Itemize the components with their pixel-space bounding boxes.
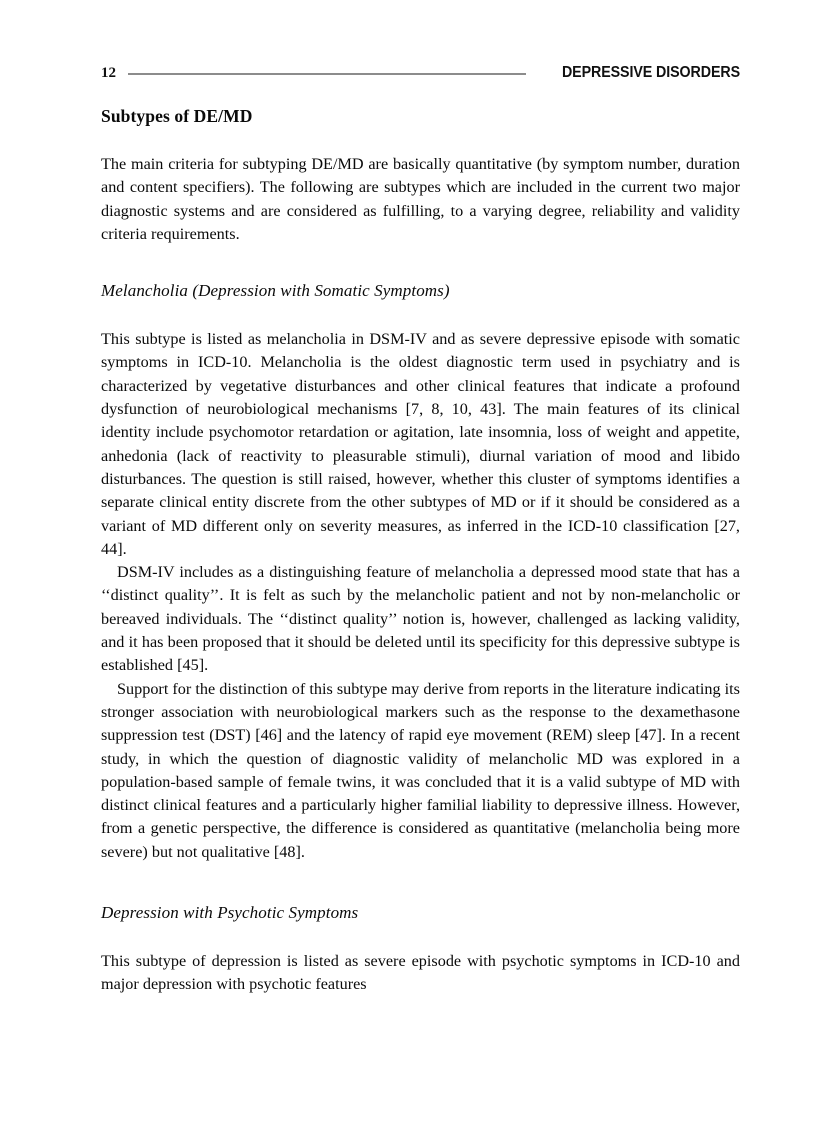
spacer <box>101 246 740 279</box>
spacer <box>101 864 740 901</box>
spacer <box>101 925 740 950</box>
paragraph-psychotic-1: This subtype of depression is listed as severe episode with psychotic symptoms in ICD-10 and major depression with psychotic features <box>101 952 740 994</box>
running-head-title: DEPRESSIVE DISORDERS <box>561 64 740 81</box>
section-heading-subtypes: Subtypes of DE/MD <box>101 106 253 126</box>
page-number: 12 <box>101 64 116 81</box>
paragraph-melancholia-1: This subtype is listed as melancholia in DSM-IV and as severe depressive episode with somatic symptoms in ICD-10. Melancholia is the oldest diagnostic term used in psychiatry and is characterized by vegetative disturbances and other clinical features that indicate a profound dysfunction of neurobiological mechanisms [7, 8, 10, 43]. The main features of its clinical identity include psychomotor retardation or agitation, late insomnia, loss of weight and appetite, anhedonia (lack of reactivity to pleasurable stimuli), diurnal variation of mood and libido disturbances. The question is still raised, however, whether this cluster of symptoms identifies a separate clinical entity discrete from the other subtypes of MD or if it should be considered as a variant of MD different only on severity measures, as inferred in the ICD-10 classification [27, 44]. <box>101 330 740 558</box>
subheading-melancholia: Melancholia (Depression with Somatic Symptoms) <box>101 281 450 301</box>
subheading-psychotic: Depression with Psychotic Symptoms <box>101 903 359 923</box>
header-divider-rule <box>128 73 526 75</box>
spacer <box>101 303 740 328</box>
paragraph-melancholia-2: DSM-IV includes as a distinguishing feature of melancholia a depressed mood state that has a ‘‘distinct quality’’. It is felt as such by the melancholic patient and not by non-melancholic or bereaved individuals. The ‘‘distinct quality’’ notion is, however, challenged as lacking validity, and it has been proposed that it should be deleted until its specificity for this depressive subtype is established [45]. <box>101 563 740 675</box>
running-head <box>101 62 740 84</box>
paragraph-melancholia-3: Support for the distinction of this subtype may derive from reports in the literature indicating its stronger association with neurobiological markers such as the response to the dexamethasone suppression test (DST) [46] and the latency of rapid eye movement (REM) sleep [47]. In a recent study, in which the question of diagnostic validity of melancholic MD was explored in a population-based sample of female twins, it was concluded that it is a valid subtype of MD with distinct clinical features and a particularly higher familial liability to depressive illness. However, from a genetic perspective, the difference is considered as quantitative (melancholia being more severe) but not qualitative [48]. <box>101 679 740 861</box>
spacer <box>101 128 740 153</box>
text-column <box>101 104 740 997</box>
paragraph-intro: The main criteria for subtyping DE/MD are basically quantitative (by symptom number, duration and content specifiers). The following are subtypes which are included in the current two major diagnostic systems and are considered as fulfilling, to a varying degree, reliability and validity criteria requirements. <box>101 155 740 243</box>
